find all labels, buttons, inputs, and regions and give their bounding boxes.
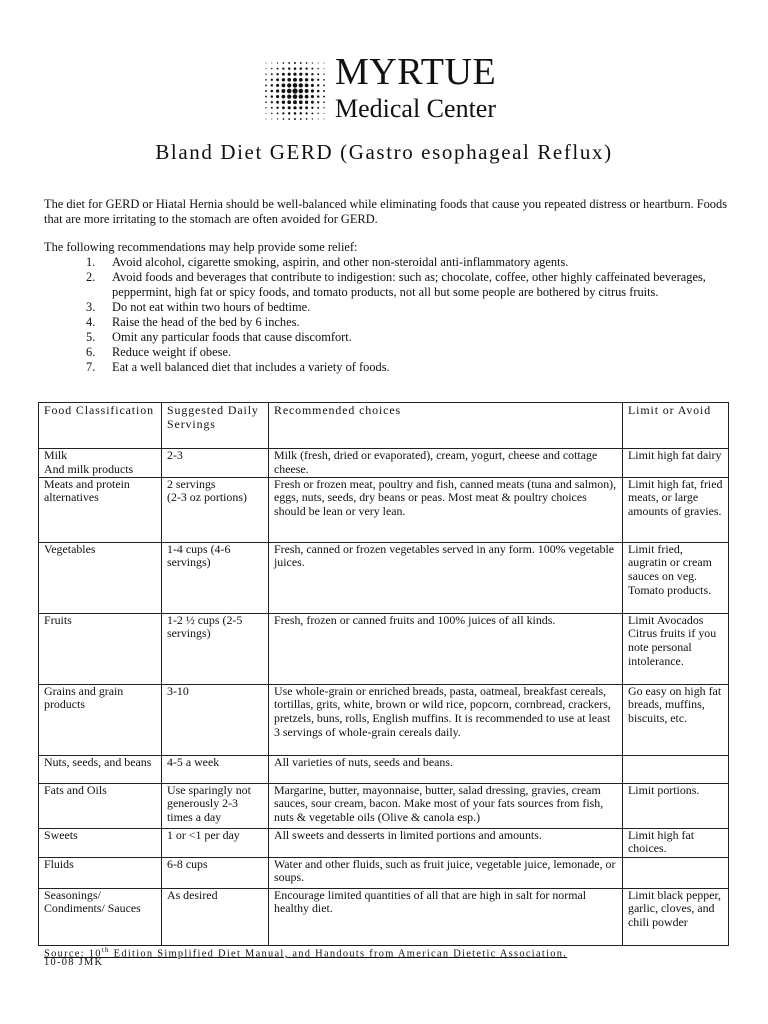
food-classification-cell: Vegetables — [39, 542, 162, 613]
limit-or-avoid-cell — [623, 755, 729, 783]
servings-cell: Use sparingly not generously 2-3 times a day — [162, 783, 269, 828]
recommendation-item — [44, 255, 734, 270]
recommendation-number: 1. — [86, 255, 96, 269]
source-rest: Edition Simplified Diet Manual, and Handouts from American Dietetic Association. — [109, 948, 568, 960]
table-header-row — [39, 403, 729, 449]
recommendation-item — [44, 360, 734, 375]
food-classification-cell: Sweets — [39, 828, 162, 857]
food-classification-cell: Seasonings/ Condiments/ Sauces — [39, 888, 162, 945]
recommended-choices-cell: All sweets and desserts in limited portions and amounts. — [269, 828, 623, 857]
recommendation-text: Raise the head of the bed by 6 inches. — [112, 315, 300, 329]
source-citation — [44, 944, 567, 960]
document-code: 10-08 JMK — [44, 957, 104, 968]
recommendation-number: 5. — [86, 330, 96, 344]
recommendation-text: Avoid alcohol, cigarette smoking, aspirin, and other non-steroidal anti-inflammatory agents. — [112, 255, 569, 269]
food-classification-cell: Nuts, seeds, and beans — [39, 755, 162, 783]
recommendation-item — [44, 300, 734, 315]
servings-cell: As desired — [162, 888, 269, 945]
servings-cell: 4-5 a week — [162, 755, 269, 783]
dot-grid-logo-icon — [263, 60, 327, 122]
myrtue-logo — [263, 51, 508, 124]
limit-or-avoid-cell: Limit black pepper, garlic, cloves, and chili powder — [623, 888, 729, 945]
logo-subtitle: Medical Center — [335, 94, 496, 123]
recommendations-lead: The following recommendations may help provide some relief: — [44, 240, 358, 254]
limit-or-avoid-cell: Limit portions. — [623, 783, 729, 828]
page-title: Bland Diet GERD (Gastro esophageal Reflux) — [155, 140, 613, 164]
limit-or-avoid-cell: Limit high fat choices. — [623, 828, 729, 857]
recommendation-text: Avoid foods and beverages that contribute to indigestion: such as; chocolate, coffee, other highly caffeinated beverages, peppermint, high fat or spicy foods, and tomato products, not all but some people are bothered by citrus fruits. — [112, 270, 706, 299]
limit-or-avoid-cell: Go easy on high fat breads, muffins, biscuits, etc. — [623, 684, 729, 755]
recommended-choices-cell: All varieties of nuts, seeds and beans. — [269, 755, 623, 783]
recommendation-item — [44, 270, 734, 300]
recommendation-text: Eat a well balanced diet that includes a variety of foods. — [112, 360, 390, 374]
recommended-choices-cell: Fresh, canned or frozen vegetables served in any form. 100% vegetable juices. — [269, 542, 623, 613]
food-classification-cell: Fluids — [39, 857, 162, 888]
recommended-choices-cell: Margarine, butter, mayonnaise, butter, salad dressing, gravies, cream sauces, sour cream, bacon. Make most of your fats sources from fish, nuts & vegetable oils (Olive & canola esp.) — [269, 783, 623, 828]
recommendation-item — [44, 315, 734, 330]
limit-or-avoid-cell: Limit fried, augratin or cream sauces on veg. Tomato products. — [623, 542, 729, 613]
servings-cell: 1 or <1 per day — [162, 828, 269, 857]
table-row — [39, 613, 729, 684]
recommended-choices-cell: Fresh, frozen or canned fruits and 100% juices of all kinds. — [269, 613, 623, 684]
source-prefix: Source: 10 — [44, 948, 102, 960]
table-row — [39, 783, 729, 828]
header-limit-or-avoid: Limit or Avoid — [623, 403, 729, 449]
recommendation-text: Reduce weight if obese. — [112, 345, 232, 359]
servings-cell: 6-8 cups — [162, 857, 269, 888]
recommended-choices-cell: Milk (fresh, dried or evaporated), cream, yogurt, cheese and cottage cheese. — [269, 449, 623, 478]
recommendation-number: 2. — [86, 270, 96, 284]
logo-name: MYRTUE — [335, 51, 497, 93]
recommended-choices-cell: Encourage limited quantities of all that are high in salt for normal healthy diet. — [269, 888, 623, 945]
intro-paragraph: The diet for GERD or Hiatal Hernia should be well-balanced while eliminating foods that cause you repeated distress or heartburn. Foods that are more irritating to the stomach are often avoided for GERD. — [44, 197, 728, 226]
recommendations-list — [44, 255, 734, 375]
table-row — [39, 888, 729, 945]
recommended-choices-cell: Fresh or frozen meat, poultry and fish, canned meats (tuna and salmon), eggs, nuts, seeds, dry beans or peas. Most meat & poultry choices should be lean or very lean. — [269, 477, 623, 542]
table-row — [39, 449, 729, 478]
food-classification-cell: Grains and grain products — [39, 684, 162, 755]
recommendation-item — [44, 345, 734, 360]
limit-or-avoid-cell: Limit high fat, fried meats, or large amounts of gravies. — [623, 477, 729, 542]
food-classification-cell: Fats and Oils — [39, 783, 162, 828]
table-row — [39, 755, 729, 783]
recommendation-item — [44, 330, 734, 345]
table-row — [39, 684, 729, 755]
header-recommended-choices: Recommended choices — [269, 403, 623, 449]
servings-cell: 1-2 ½ cups (2-5 servings) — [162, 613, 269, 684]
recommendation-number: 4. — [86, 315, 96, 329]
recommendation-number: 7. — [86, 360, 96, 374]
table-row — [39, 542, 729, 613]
diet-table — [38, 402, 729, 946]
recommendation-number: 3. — [86, 300, 96, 314]
servings-cell: 2 servings (2-3 oz portions) — [162, 477, 269, 542]
table-row — [39, 477, 729, 542]
header-food-classification: Food Classification — [39, 403, 162, 449]
limit-or-avoid-cell: Limit high fat dairy — [623, 449, 729, 478]
recommendation-number: 6. — [86, 345, 96, 359]
servings-cell: 1-4 cups (4-6 servings) — [162, 542, 269, 613]
table-row — [39, 857, 729, 888]
limit-or-avoid-cell — [623, 857, 729, 888]
limit-or-avoid-cell: Limit Avocados Citrus fruits if you note personal intolerance. — [623, 613, 729, 684]
servings-cell: 3-10 — [162, 684, 269, 755]
recommended-choices-cell: Water and other fluids, such as fruit juice, vegetable juice, lemonade, or soups. — [269, 857, 623, 888]
food-classification-cell: Fruits — [39, 613, 162, 684]
recommendation-text: Do not eat within two hours of bedtime. — [112, 300, 311, 314]
servings-cell: 2-3 — [162, 449, 269, 478]
header-suggested-servings: Suggested Daily Servings — [162, 403, 269, 449]
food-classification-cell: Meats and protein alternatives — [39, 477, 162, 542]
recommended-choices-cell: Use whole-grain or enriched breads, pasta, oatmeal, breakfast cereals, tortillas, grits, white, brown or wild rice, popcorn, cornbread, crackers, pretzels, buns, rolls, English muffins. It is recommended to use at least 3 servings of whole-grain cereals daily. — [269, 684, 623, 755]
source-superscript: th — [101, 946, 110, 954]
food-classification-cell: Milk And milk products — [39, 449, 162, 478]
table-row — [39, 828, 729, 857]
recommendation-text: Omit any particular foods that cause discomfort. — [112, 330, 352, 344]
